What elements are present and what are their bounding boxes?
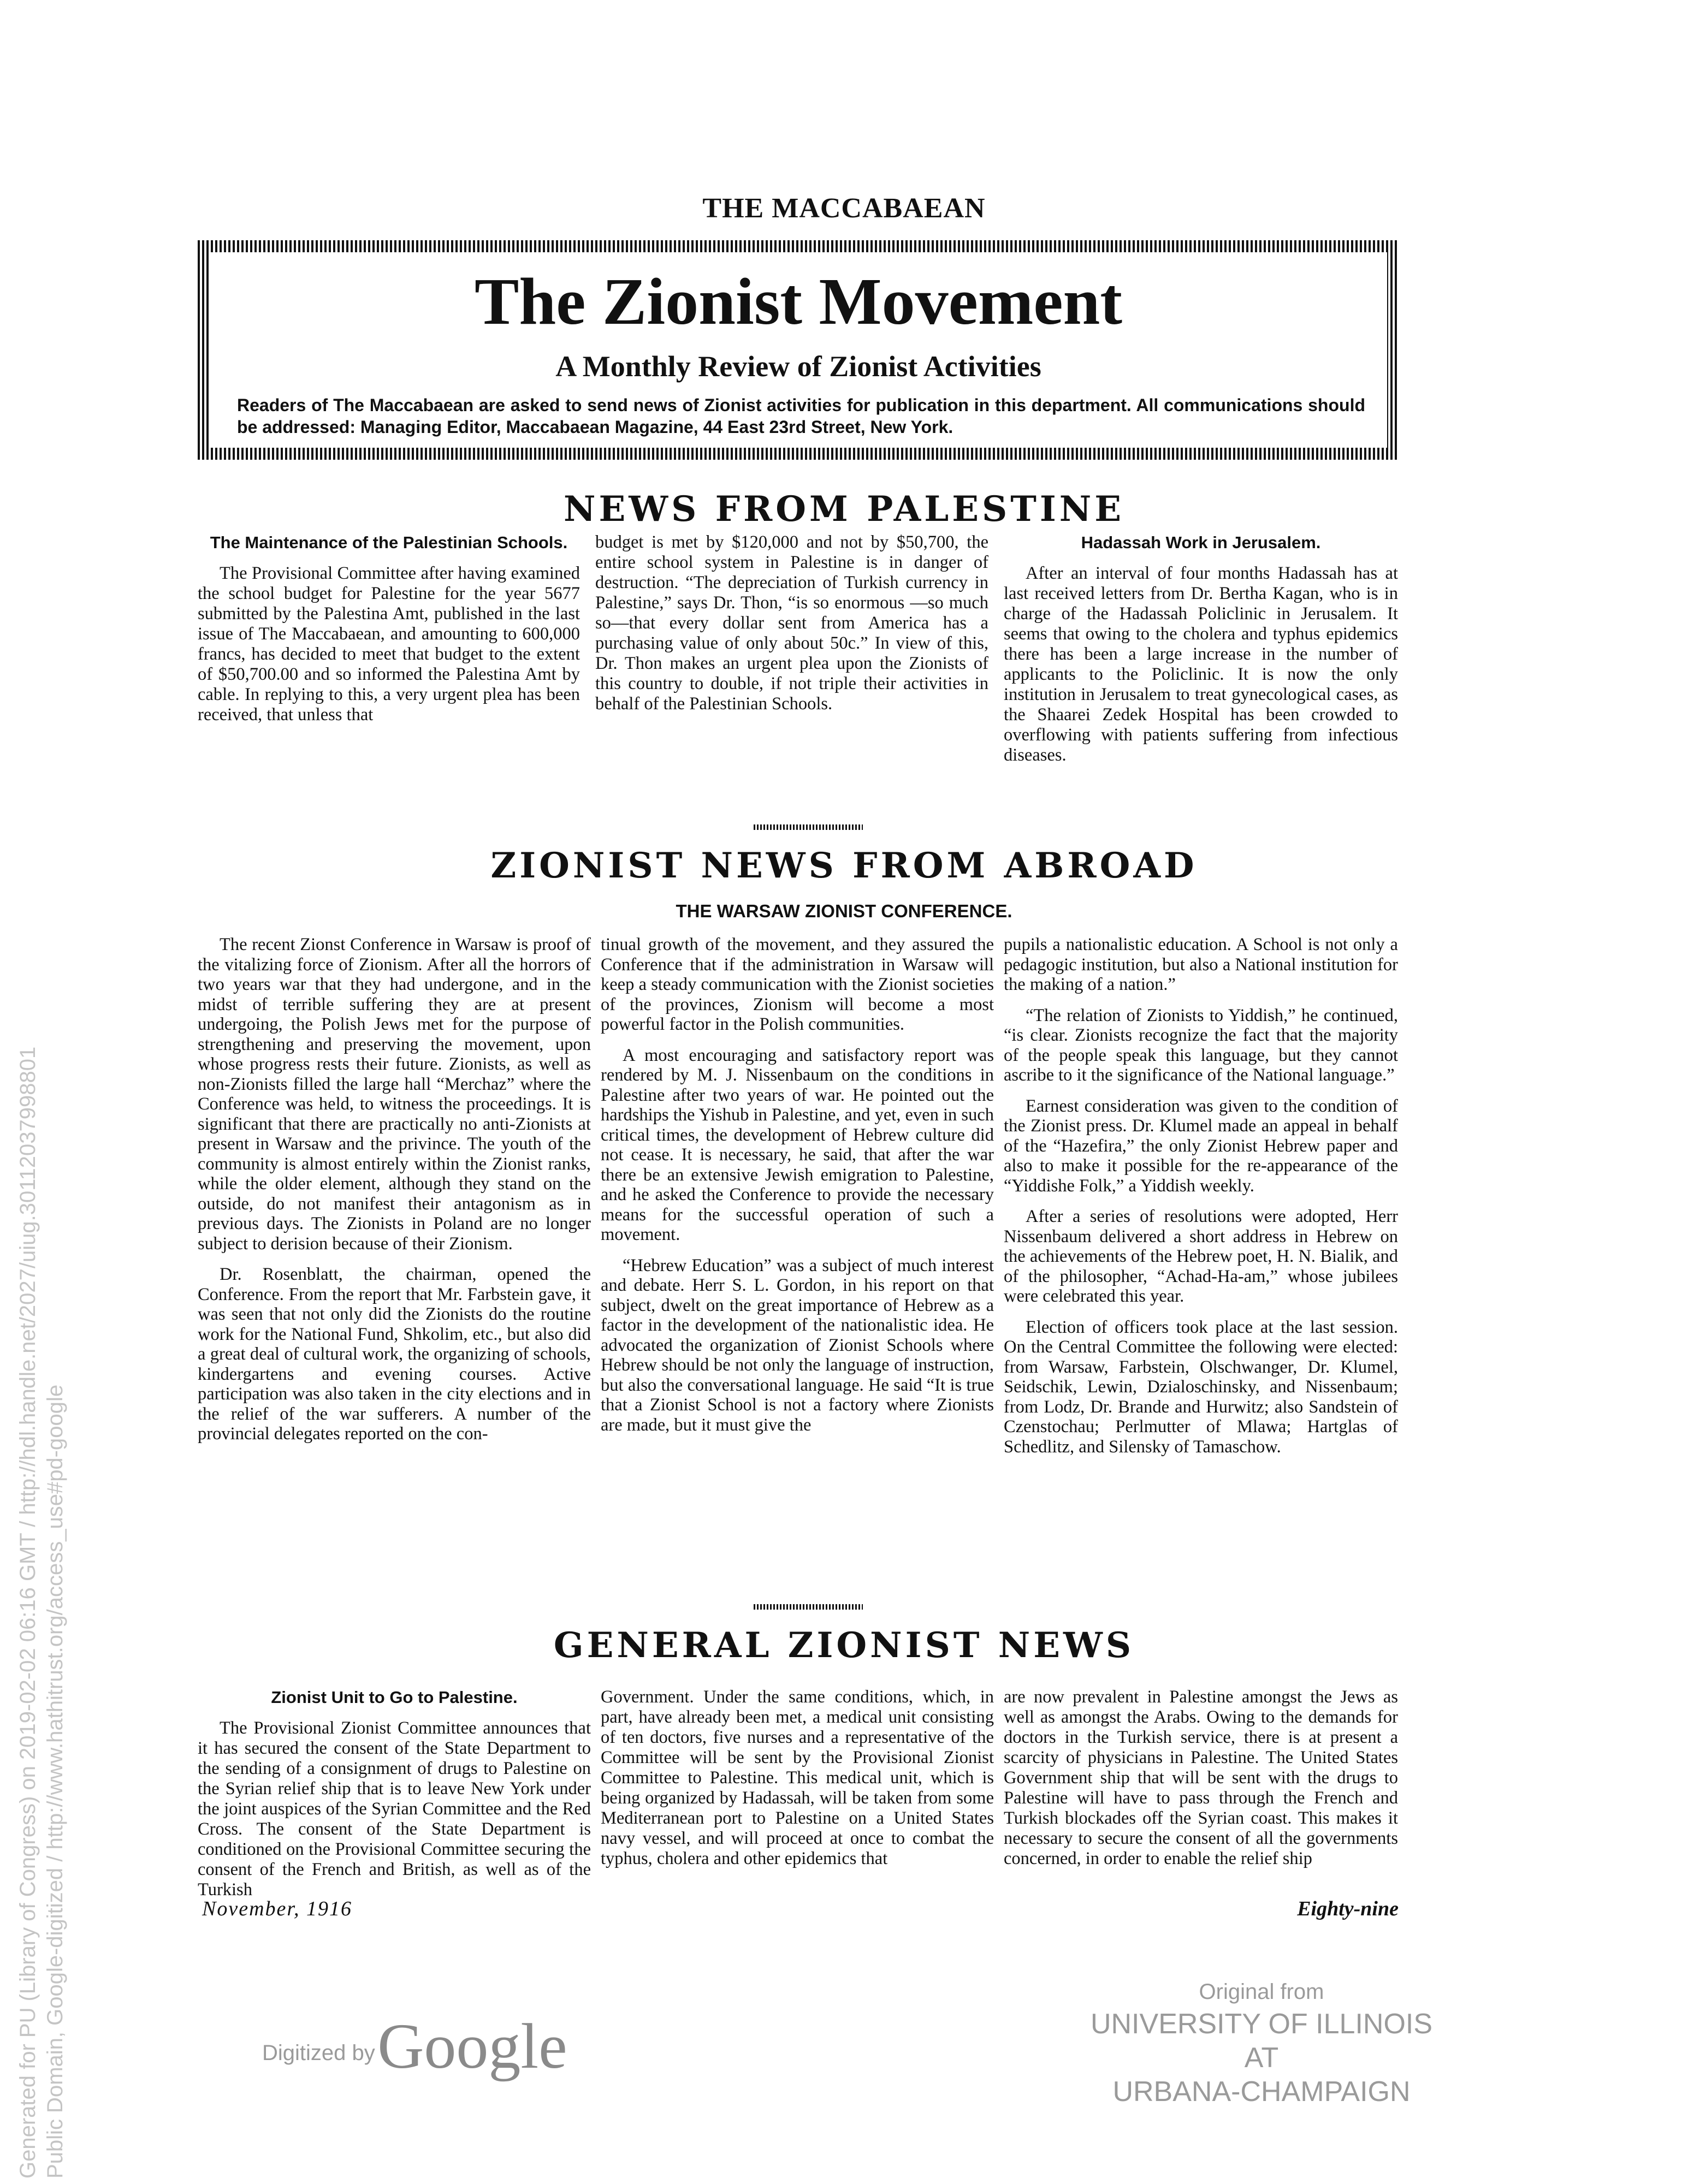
section-divider (754, 1604, 863, 1610)
section-heading-general: GENERAL ZIONIST NEWS (553, 1625, 1135, 1666)
section-divider (754, 824, 863, 830)
university-line-1: UNIVERSITY OF ILLINOIS AT (1090, 2008, 1433, 2074)
university-line-2: URBANA-CHAMPAIGN (1112, 2076, 1411, 2108)
original-from-watermark (1070, 1977, 1453, 2109)
article-text: Earnest consideration was given to the condition of the Zionist press. Dr. Klumel made an appeal in behalf of the “Hazefira,” the only Zionist Hebrew paper and also to make it possible for the re-appearance of the “Yiddishe Folk,” a Yiddish weekly. (1004, 1096, 1398, 1196)
abroad-column-3 (1004, 935, 1398, 1457)
digitized-by-label: Digitized by (262, 2041, 375, 2065)
side-watermark (14, 541, 69, 2179)
article-text: are now prevalent in Palestine amongst the Jews as well as amongst the Arabs. Owing to the demands for doctors in the Turkish service, there is at present a scarcity of physicians in Palestine. The United States Government ship that will be sent with the drugs to Palestine will have to pass through the French and Turkish blockades off the Syrian coast. This makes it necessary to secure the consent of all the governments concerned, in order to enable the relief ship (1004, 1687, 1398, 1868)
article-text: The Provisional Zionist Committee announces that it has secured the consent of the State Department to the sending of a consignment of drugs to Palestine on the Syrian relief ship that is to leave New York under the joint auspices of the Syrian Committee and the Red Cross. The consent of the State Department is conditioned on the Provisional Committee securing the consent of the French and British, as well as of the Turkish (198, 1718, 591, 1900)
article-heading-warsaw: THE WARSAW ZIONIST CONFERENCE. (676, 901, 1012, 921)
article-text: Dr. Rosenblatt, the chairman, opened the Conference. From the report that Mr. Farbstein gave, it was seen that not only did the Zionists do the routine work for the National Fund, Shkolim, etc., but also did a great deal of cultural work, the organizing of schools, kindergartens and evening courses. Active participation was also taken in the city elections and in the relief of the war sufferers. A number of the provincial delegates reported on the con- (198, 1265, 591, 1444)
article-heading-unit: Zionist Unit to Go to Palestine. (271, 1688, 518, 1707)
abroad-column-1 (198, 935, 591, 1444)
article-text: “Hebrew Education” was a subject of much interest and debate. Herr S. L. Gordon, in his report on that subject, dwelt on the great importance of Hebrew as a factor in the development of the nationalistic idea. He advocated the organization of Zionist Schools where Hebrew should be not only the language of instruction, but also the conversational language. He said “It is true that a Zionist School is not a factory where Zionists are made, but it must give the (601, 1255, 994, 1435)
article-text: Election of officers took place at the last session. On the Central Committee the following were elected: from Warsaw, Farbstein, Olschwanger, Dr. Klumel, Seidschik, Lewin, Dzialoschinsky, and Nissenbaum; from Lodz, Dr. Brande and Hurwitz; also Sandstein of Czenstochau; Perlmutter of Mlawa; Hartglas of Schedlitz, and Silensky of Tamaschow. (1004, 1317, 1398, 1457)
general-column-1 (198, 1687, 591, 1900)
section-heading-palestine: NEWS FROM PALESTINE (563, 489, 1125, 530)
banner-title: The Zionist Movement (474, 265, 1123, 339)
article-heading-hadassah: Hadassah Work in Jerusalem. (1081, 533, 1321, 552)
section-heading-abroad: ZIONIST NEWS FROM ABROAD (490, 845, 1198, 886)
palestine-column-3 (1004, 532, 1398, 765)
page-number: Eighty-nine (1297, 1897, 1399, 1920)
article-text: Government. Under the same conditions, which, in part, have already been met, a medical unit consisting of ten doctors, five nurses and a representative of the Committee will be sent by the Provisional Zionist Committee to Palestine. This medical unit, which is being organized by Hadassah, will be taken from some Mediterranean port to Palestine on a United States navy vessel, and will proceed at once to combat the typhus, cholera and other epidemics that (601, 1687, 994, 1868)
article-text: The recent Zionst Conference in Warsaw is proof of the vitalizing force of Zionism. After all the horrors of two years war that they had undergone, and in the midst of terrible suffering they are at present undergoing, the Polish Jews met for the purpose of strengthening and preserving the movement, upon whose progress rests their future. Zionists, as well as non-Zionists filled the large hall “Merchaz” where the Conference was held, to witness the proceedings. It is significant that there are practically no anti-Zionists at present in Warsaw and the privince. The youth of the community is almost entirely within the Zionist ranks, while the older element, although they stand on the outside, do not manifest their antagonism as in previous days. The Zionists in Poland are no longer subject to derision because of their Zionism. (198, 935, 591, 1254)
article-heading-schools: The Maintenance of the Palestinian Schools. (210, 533, 568, 552)
original-from-label: Original from (1199, 1980, 1324, 2004)
article-text: “The relation of Zionists to Yiddish,” he continued, “is clear. Zionists recognize the fact that the majority of the people speak this language, but they cannot ascribe to it the significance of the National language.” (1004, 1005, 1398, 1085)
side-watermark-line-1: Generated for PU (Library of Congress) on 2019-02-02 06:16 GMT / http://hdl.handle.net/2027/uiug.30112037998801 (16, 1046, 40, 2179)
banner-subtitle: A Monthly Review of Zionist Activities (555, 350, 1041, 383)
article-text: budget is met by $120,000 and not by $50,700, the entire school system in Palestine is in danger of destruction. “The depreciation of Turkish currency in Palestine,” says Dr. Thon, “is so enormous —so much so—that every dollar sent from America has a purchasing value of only about 50c.” In view of this, Dr. Thon makes an urgent plea upon the Zionists of this country to double, if not triple their activities in behalf of the Palestinian Schools. (595, 532, 988, 714)
article-text: After an interval of four months Hadassah has at last received letters from Dr. Bertha Kagan, who is in charge of the Hadassah Policlinic in Jerusalem. It seems that owing to the cholera and typhus epidemics there has been a large increase in the number of applicants to the Policlinic. It is now the only institution in Jerusalem to treat gynecological cases, as the Shaarei Zedek Hospital has been crowded to overflowing with patients suffering from infectious diseases. (1004, 563, 1398, 765)
article-text: After a series of resolutions were adopted, Herr Nissenbaum delivered a short address in Hebrew on the achievements of the Hebrew poet, H. N. Bialik, and of the philosopher, “Achad-Ha-am,” whose jubilees were celebrated this year. (1004, 1207, 1398, 1306)
palestine-column-2 (595, 532, 988, 714)
issue-date: November, 1916 (202, 1897, 352, 1920)
banner-notice: Readers of The Maccabaean are asked to send news of Zionist activities for publication in this department. All communications should be addressed: Managing Editor, Maccabaean Magazine, 44 East 23rd Street, New York. (237, 395, 1365, 437)
general-column-2 (601, 1687, 994, 1869)
article-text: pupils a nationalistic education. A School is not only a pedagogic institution, but also a National institution for the making of a nation.” (1004, 935, 1398, 994)
article-text: A most encouraging and satisfactory report was rendered by M. J. Nissenbaum on the conditions in Palestine after two years of war. He pointed out the hardships the Yishub in Palestine, and yet, even in such critical times, the development of Hebrew culture did not cease. It is necessary, he said, that after the war there be an extensive Jewish emigration to Palestine, and he asked the Conference to provide the necessary means for the successful operation of such a movement. (601, 1045, 994, 1244)
abroad-column-2 (601, 935, 994, 1435)
side-watermark-line-2: Public Domain, Google-digitized / http://www.hathitrust.org/access_use#pd-google (43, 1384, 67, 2179)
running-head: THE MACCABAEAN (702, 193, 986, 224)
department-banner (198, 240, 1399, 460)
digitized-by-watermark (262, 2009, 567, 2084)
article-text: The Provisional Committee after having examined the school budget for Palestine for the year 5677 submitted by the Palestina Amt, published in the last issue of The Maccabaean, and amounting to 600,000 francs, has decided to meet that budget to the extent of $50,700.00 and so informed the Palestina Amt by cable. In replying to this, a very urgent plea has been received, that unless that (198, 563, 580, 725)
palestine-column-1 (198, 532, 580, 725)
article-text: tinual growth of the movement, and they assured the Conference that if the administration in Warsaw will keep a steady communication with the Zionist societies of the provinces, Zionism will become a most powerful factor in the Polish communities. (601, 935, 994, 1034)
google-logo: Google (377, 2010, 567, 2082)
general-column-3 (1004, 1687, 1398, 1869)
